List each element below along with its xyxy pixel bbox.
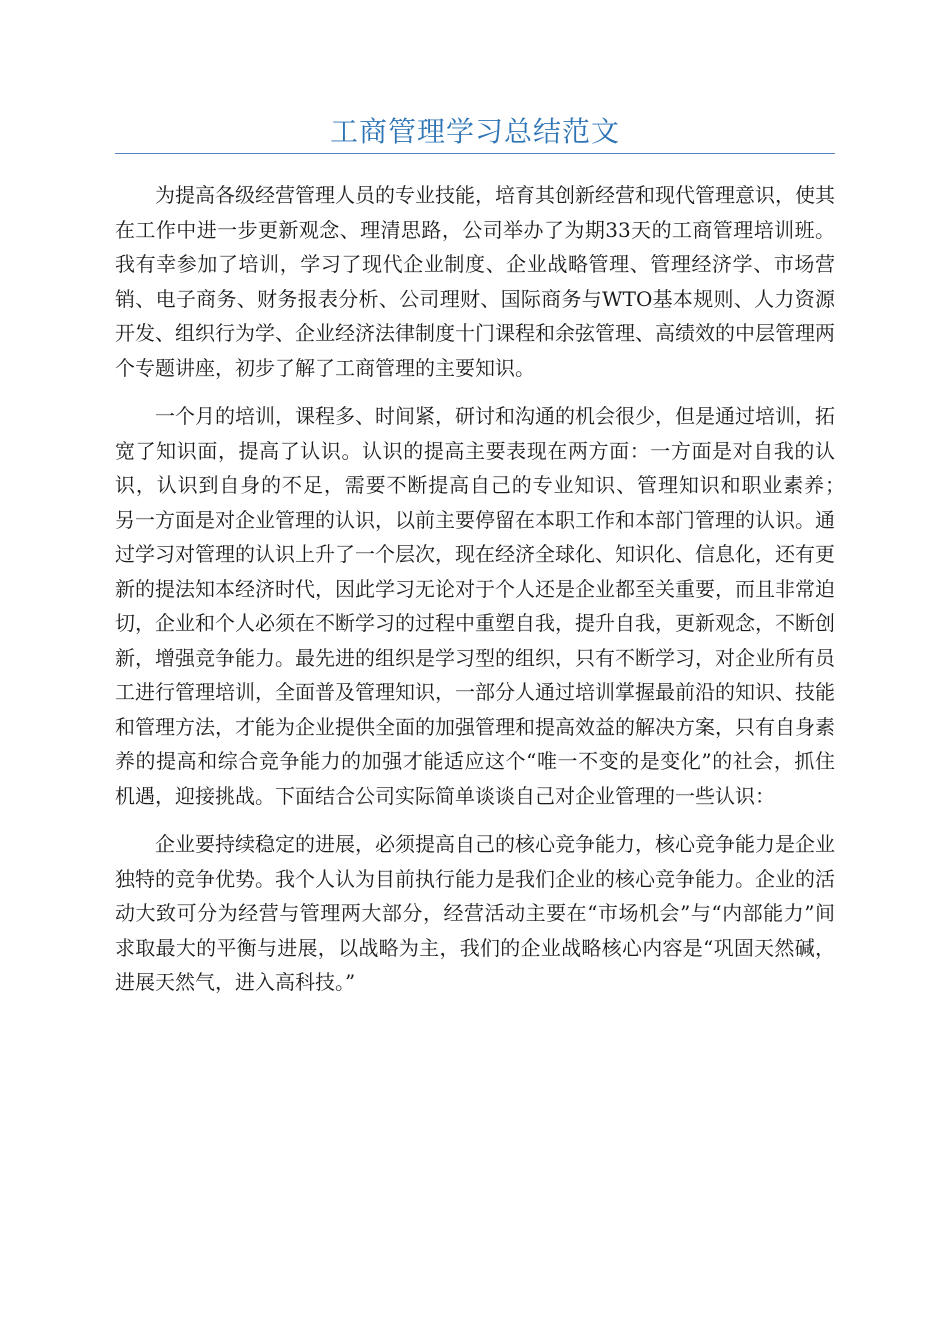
- document-body: [115, 178, 855, 1014]
- paragraph-1: 为提高各级经营管理人员的专业技能，培育其创新经营和现代管理意识，使其在工作中进一步更新观念、理清思路，公司举办了为期33天的工商管理培训班。我有幸参加了培训，学习了现代企业制度、企业战略管理、管理经济学、市场营销、电子商务、财务报表分析、公司理财、国际商务与WTO基本规则、人力资源开发、组织行为学、企业经济法律制度十门课程和余弦管理、高绩效的中层管理两个专题讲座，初步了解了工商管理的主要知识。: [115, 183, 835, 380]
- paragraph-3: 企业要持续稳定的进展，必须提高自己的核心竞争能力，核心竞争能力是企业独特的竞争优势。我个人认为目前执行能力是我们企业的核心竞争能力。企业的活动大致可分为经营与管理两大部分，经营活动主要在“市场机会”与“内部能力”间求取最大的平衡与进展，以战略为主，我们的企业战略核心内容是“巩固天然碱，进展天然气，进入高科技。”: [115, 832, 835, 994]
- paragraph-2: 一个月的培训，课程多、时间紧，研讨和沟通的机会很少，但是通过培训，拓宽了知识面，提高了认识。认识的提高主要表现在两方面：一方面是对自我的认识，认识到自身的不足，需要不断提高自己的专业知识、管理知识和职业素养； 另一方面是对企业管理的认识，以前主要停留在本职工作和本部门管理的认识。通过学习对管理的认识上升了一个层次，现在经济全球化、知识化、信息化，还有更新的提法知本经济时代，因此学习无论对于个人还是企业都至关重要，而且非常迫切，企业和个人必须在不断学习的过程中重塑自我，提升自我，更新观念，不断创新，增强竞争能力。最先进的组织是学习型的组织，只有不断学习，对企业所有员工进行管理培训，全面普及管理知识，一部分人通过培训掌握最前沿的知识、技能和管理方法，才能为企业提供全面的加强管理和提高效益的解决方案，只有自身素养的提高和综合竞争能力的加强才能适应这个“唯一不变的是变化”的社会，抓住机遇，迎接挑战。下面结合公司实际简单谈谈自己对企业管理的一些认识：: [115, 404, 855, 808]
- title-underline: [115, 153, 835, 154]
- document-title: 工商管理学习总结范文: [329, 115, 620, 148]
